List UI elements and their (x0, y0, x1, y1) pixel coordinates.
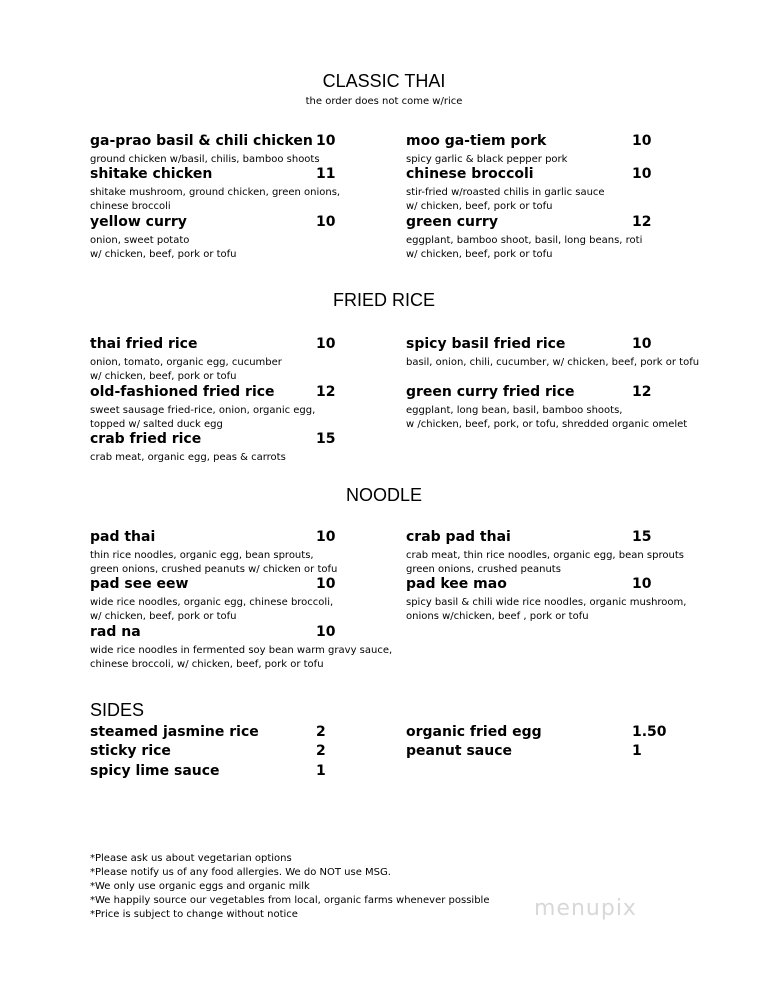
item-name: green curry (406, 214, 498, 230)
item-description: crab meat, organic egg, peas & carrots (90, 452, 286, 463)
item-price: 10 (316, 133, 336, 149)
item-description: onion, sweet potato w/ chicken, beef, pork or tofu (90, 235, 237, 260)
item-name: pad see eew (90, 576, 189, 592)
footnotes (90, 852, 489, 922)
item-price: 12 (632, 214, 652, 230)
item-price: 11 (316, 166, 336, 182)
item-description: basil, onion, chili, cucumber, w/ chicken, beef, pork or tofu (406, 357, 700, 368)
item-price: 10 (632, 166, 652, 182)
item-price: 1 (316, 763, 326, 779)
item-price: 1.50 (632, 724, 667, 740)
item-name: crab pad thai (406, 529, 511, 545)
item-price: 15 (632, 529, 652, 545)
item-name: organic fried egg (406, 724, 542, 740)
item-name: yellow curry (90, 214, 187, 230)
item-name: old-fashioned fried rice (90, 384, 275, 400)
item-name: green curry fried rice (406, 384, 575, 400)
section-title-sides: SIDES (90, 700, 145, 720)
footnote: *We happily source our vegetables from local, organic farms whenever possible (90, 895, 490, 906)
item-price: 10 (316, 336, 336, 352)
item-description: stir-fried w/roasted chilis in garlic sauce w/ chicken, beef, pork or tofu (406, 187, 605, 212)
item-price: 10 (316, 529, 336, 545)
item-description: eggplant, bamboo shoot, basil, long beans, roti w/ chicken, beef, pork or tofu (406, 235, 643, 260)
item-description: shitake mushroom, ground chicken, green onions, chinese broccoli (90, 187, 341, 212)
item-description: crab meat, thin rice noodles, organic egg, bean sprouts green onions, crushed peanuts (406, 550, 684, 575)
item-description: spicy basil & chili wide rice noodles, organic mushroom, onions w/chicken, beef , pork or tofu (406, 597, 687, 622)
item-price: 12 (632, 384, 652, 400)
item-name: spicy basil fried rice (406, 336, 566, 352)
item-price: 10 (632, 133, 652, 149)
item-description: eggplant, long bean, basil, bamboo shoots, w /chicken, beef, pork, or tofu, shredded organic omelet (406, 405, 688, 430)
item-description: spicy garlic & black pepper pork (406, 154, 568, 165)
section-title-classic-thai: CLASSIC THAI (322, 71, 446, 91)
footnote: *Please ask us about vegetarian options (90, 853, 292, 864)
item-description: ground chicken w/basil, chilis, bamboo shoots (90, 154, 320, 165)
item-price: 10 (632, 576, 652, 592)
item-name: chinese broccoli (406, 166, 534, 182)
item-price: 10 (632, 336, 652, 352)
item-price: 1 (632, 743, 642, 759)
item-name: thai fried rice (90, 336, 198, 352)
footnote: *Price is subject to change without notice (90, 909, 298, 920)
item-name: pad thai (90, 529, 156, 545)
item-description: onion, tomato, organic egg, cucumber w/ chicken, beef, pork or tofu (90, 357, 282, 382)
item-name: crab fried rice (90, 431, 202, 447)
item-name: pad kee mao (406, 576, 507, 592)
item-name: sticky rice (90, 743, 171, 759)
item-name: ga-prao basil & chili chicken (90, 133, 313, 149)
item-name: shitake chicken (90, 166, 213, 182)
item-description: thin rice noodles, organic egg, bean sprouts, green onions, crushed peanuts w/ chicken or tofu (90, 550, 338, 575)
item-description: sweet sausage fried-rice, onion, organic egg, topped w/ salted duck egg (90, 405, 316, 430)
item-price: 12 (316, 384, 336, 400)
item-name: steamed jasmine rice (90, 724, 259, 740)
item-price: 15 (316, 431, 336, 447)
item-name: rad na (90, 624, 141, 640)
item-price: 10 (316, 214, 336, 230)
item-price: 2 (316, 724, 326, 740)
item-price: 2 (316, 743, 326, 759)
section-title-fried-rice: FRIED RICE (332, 290, 435, 310)
item-description: wide rice noodles in fermented soy bean warm gravy sauce, chinese broccoli, w/ chicken, beef, pork or tofu (90, 645, 393, 670)
item-name: spicy lime sauce (90, 763, 220, 779)
footnote: *Please notify us of any food allergies. We do NOT use MSG. (90, 867, 391, 878)
item-description: wide rice noodles, organic egg, chinese broccoli, w/ chicken, beef, pork or tofu (90, 597, 334, 622)
section-title-noodle: NOODLE (345, 485, 423, 505)
item-name: moo ga-tiem pork (406, 133, 547, 149)
classic-thai-subtitle: the order does not come w/rice (305, 96, 463, 107)
item-price: 10 (316, 624, 336, 640)
item-name: peanut sauce (406, 743, 513, 759)
item-price: 10 (316, 576, 336, 592)
menupix-watermark: menupix (534, 896, 637, 921)
footnote: *We only use organic eggs and organic milk (90, 881, 310, 892)
